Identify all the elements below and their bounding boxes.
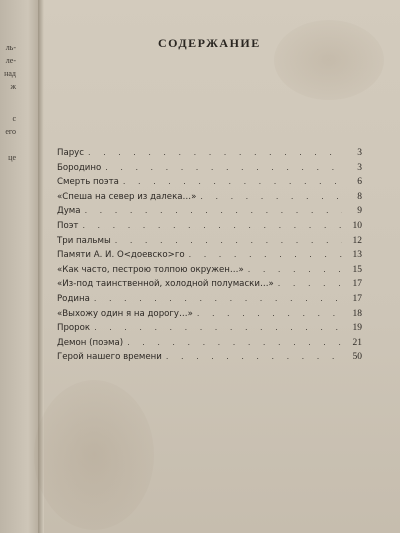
toc-entry-title: Пророк xyxy=(57,323,91,334)
toc-entry-page: 21 xyxy=(352,337,362,348)
toc-entry-page: 13 xyxy=(352,250,362,261)
leader-dots xyxy=(94,323,342,332)
leader-dots xyxy=(278,279,342,288)
toc-entry xyxy=(57,148,362,163)
leader-dots xyxy=(200,192,342,201)
toc-entry-page: 10 xyxy=(352,220,362,231)
toc-entry xyxy=(57,309,362,324)
toc-entry xyxy=(57,236,362,251)
toc-entry xyxy=(57,352,362,367)
toc-entry-title: Три пальмы xyxy=(57,235,111,246)
leader-dots xyxy=(248,265,342,274)
leader-dots xyxy=(105,163,342,172)
leader-dots xyxy=(166,352,342,361)
left-page-fragment: ж xyxy=(10,82,16,91)
paper-stain xyxy=(274,20,384,100)
toc-entry-page: 3 xyxy=(357,148,362,158)
toc-entry-page: 8 xyxy=(357,191,362,202)
toc-entry xyxy=(57,338,362,353)
toc-entry-page: 3 xyxy=(357,162,362,173)
toc-entry-title: «Спеша на север из далека…» xyxy=(57,191,197,202)
left-page-fragment: це xyxy=(8,153,16,162)
leader-dots xyxy=(189,250,342,259)
page-title: СОДЕРЖАНИЕ xyxy=(158,36,261,50)
toc-entry-page: 50 xyxy=(352,352,362,363)
toc-entry-title: «Выхожу один я на дорогу…» xyxy=(57,308,193,319)
leader-dots xyxy=(123,177,342,186)
toc-entry-page: 9 xyxy=(357,206,362,217)
left-page-fragment: с xyxy=(12,114,16,123)
toc-entry-page: 18 xyxy=(352,308,362,319)
leader-dots xyxy=(82,221,342,230)
toc-entry xyxy=(57,177,362,192)
toc-entry-title: Смерть поэта xyxy=(57,177,119,188)
toc-entry xyxy=(57,294,362,309)
toc-entry-title: Парус xyxy=(57,148,84,158)
toc-entry-page: 12 xyxy=(352,235,362,246)
toc-entry-title: Родина xyxy=(57,293,90,304)
toc-entry xyxy=(57,279,362,294)
toc-entry xyxy=(57,250,362,265)
left-page-fragment: ле- xyxy=(5,56,16,65)
toc-entry xyxy=(57,206,362,221)
paper-stain xyxy=(34,380,154,530)
left-page-fragment: ль- xyxy=(5,43,16,52)
toc-entry-title: Памяти А. И. О<доевско>го xyxy=(57,250,185,261)
leader-dots xyxy=(197,309,342,318)
toc-entry-page: 6 xyxy=(357,177,362,188)
left-page-fragment: его xyxy=(5,127,16,136)
toc-entry-title: Демон (поэма) xyxy=(57,337,124,348)
left-page-edge xyxy=(0,0,40,533)
leader-dots xyxy=(115,236,342,245)
leader-dots xyxy=(127,338,342,347)
toc-entry-page: 15 xyxy=(352,264,362,275)
toc-entry-page: 17 xyxy=(352,279,362,290)
toc-entry-page: 17 xyxy=(352,293,362,304)
toc-entry xyxy=(57,265,362,280)
toc-entry xyxy=(57,221,362,236)
toc-entry xyxy=(57,323,362,338)
leader-dots xyxy=(88,148,342,157)
table-of-contents xyxy=(57,148,362,367)
leader-dots xyxy=(94,294,342,303)
toc-entry-title: Дума xyxy=(57,206,81,217)
leader-dots xyxy=(85,206,342,215)
toc-entry-title: Поэт xyxy=(57,220,79,231)
toc-entry xyxy=(57,192,362,207)
toc-entry-title: Герой нашего времени xyxy=(57,352,162,363)
left-page-fragment: над xyxy=(4,69,16,78)
toc-entry-title: Бородино xyxy=(57,162,102,173)
toc-entry xyxy=(57,163,362,178)
toc-entry-title: «Из-под таинственной, холодной полумаски…» xyxy=(57,279,274,290)
toc-entry-title: «Как часто, пестрою толпою окружен…» xyxy=(57,264,244,275)
toc-entry-page: 19 xyxy=(352,323,362,334)
